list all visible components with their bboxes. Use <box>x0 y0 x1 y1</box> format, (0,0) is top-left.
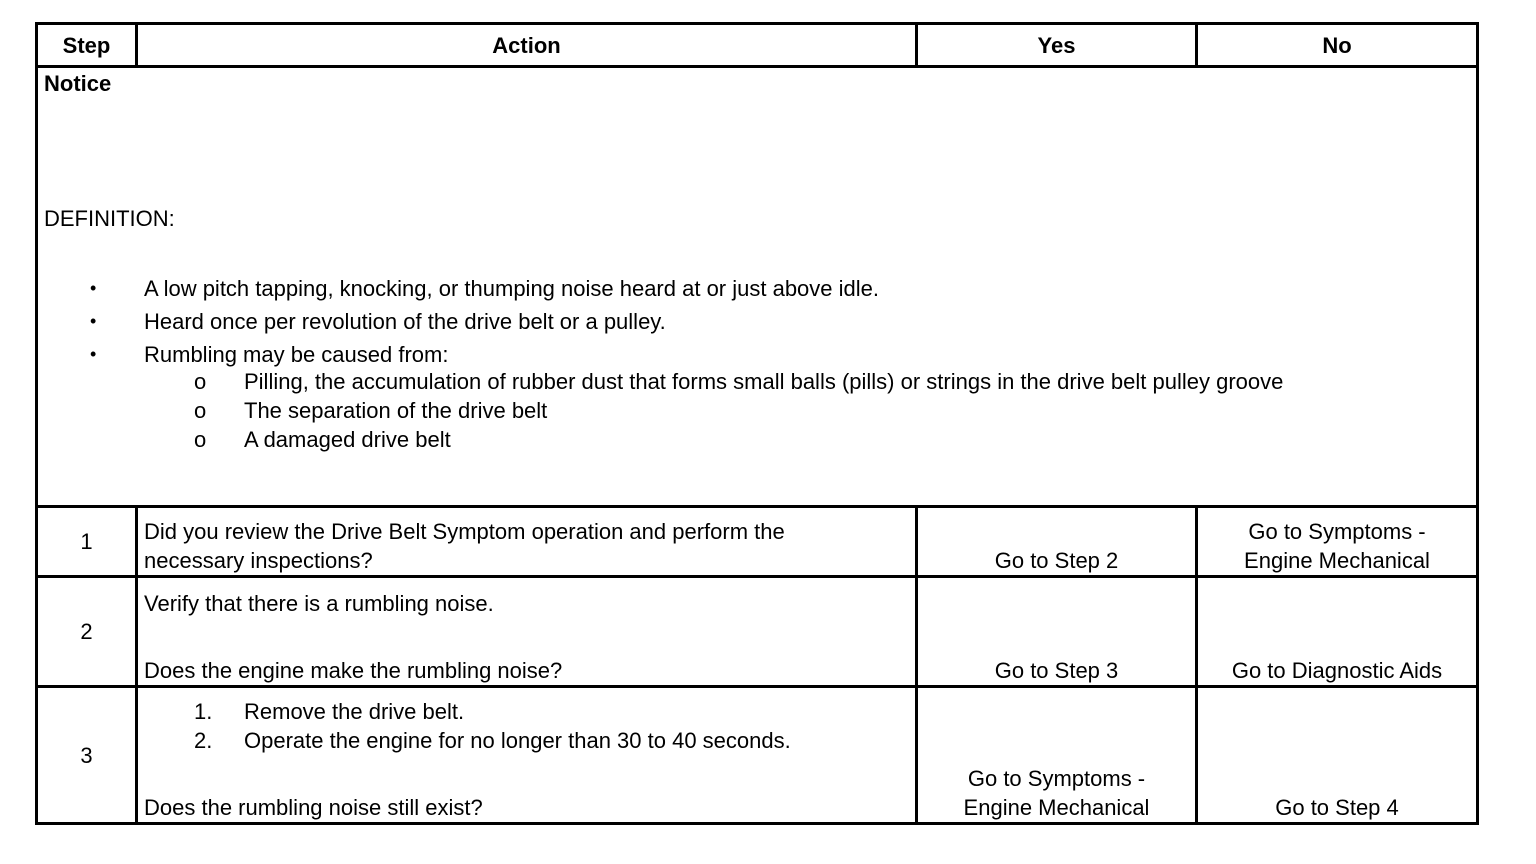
bullet-icon: • <box>90 278 97 298</box>
header-step: Step <box>37 24 137 67</box>
item-number: 2. <box>194 728 213 753</box>
yes-text: Go to Symptoms - <box>967 766 1146 791</box>
action-cell <box>137 687 917 824</box>
header-yes: Yes <box>917 24 1197 67</box>
sub-bullets <box>144 367 1470 454</box>
step-number: 1 <box>37 507 137 577</box>
diagnostic-table <box>35 22 1479 825</box>
list-item <box>144 697 909 726</box>
action-cell <box>137 577 917 687</box>
circle-bullet-icon: o <box>194 398 207 423</box>
list-item <box>44 272 1470 305</box>
list-item <box>144 726 909 755</box>
procedure-text: Operate the engine for no longer than 30 to 40 seconds. <box>244 728 791 753</box>
spacer <box>144 618 909 656</box>
bullet-text: Heard once per revolution of the drive belt or a pulley. <box>144 309 666 334</box>
table-row <box>37 507 1478 577</box>
sub-bullet-text: A damaged drive belt <box>244 427 451 452</box>
definition-label: DEFINITION: <box>44 206 175 231</box>
item-number: 1. <box>194 699 213 724</box>
question-text: Does the engine make the rumbling noise? <box>144 658 563 683</box>
procedure-list <box>144 697 909 755</box>
header-no: No <box>1197 24 1478 67</box>
sub-list-item <box>44 396 1470 425</box>
notice-cell <box>37 67 1478 507</box>
list-item <box>44 305 1470 338</box>
action-text: Verify that there is a rumbling noise. <box>144 591 494 616</box>
sub-list-item <box>44 425 1470 454</box>
notice-row <box>37 67 1478 507</box>
no-cell: Go to Diagnostic Aids <box>1197 577 1478 687</box>
circle-bullet-icon: o <box>194 369 207 394</box>
sub-bullet-text: The separation of the drive belt <box>244 398 548 423</box>
table-row <box>37 577 1478 687</box>
action-text: necessary inspections? <box>144 548 373 573</box>
yes-cell <box>917 687 1197 824</box>
yes-cell: Go to Step 3 <box>917 577 1197 687</box>
spacer <box>144 755 909 793</box>
action-cell <box>137 507 917 577</box>
header-action: Action <box>137 24 917 67</box>
sub-list-item <box>44 367 1470 396</box>
circle-bullet-icon: o <box>194 427 207 452</box>
yes-text: Engine Mechanical <box>963 795 1150 820</box>
no-cell: Go to Step 4 <box>1197 687 1478 824</box>
notice-title: Notice <box>44 71 112 96</box>
question-text: Does the rumbling noise still exist? <box>144 795 483 820</box>
yes-cell: Go to Step 2 <box>917 507 1197 577</box>
table-row <box>37 687 1478 824</box>
no-cell <box>1197 507 1478 577</box>
header-row <box>37 24 1478 67</box>
definition-bullets <box>44 272 1470 454</box>
bullet-icon: • <box>90 344 97 364</box>
list-item <box>44 338 1470 454</box>
step-number: 2 <box>37 577 137 687</box>
bullet-text: A low pitch tapping, knocking, or thumping noise heard at or just above idle. <box>144 276 880 301</box>
bullet-icon: • <box>90 311 97 331</box>
procedure-text: Remove the drive belt. <box>244 699 465 724</box>
action-text: Did you review the Drive Belt Symptom operation and perform the <box>144 519 785 544</box>
bullet-text: Rumbling may be caused from: <box>144 342 449 367</box>
no-text: Engine Mechanical <box>1244 548 1430 573</box>
step-number: 3 <box>37 687 137 824</box>
sub-bullet-text: Pilling, the accumulation of rubber dust that forms small balls (pills) or strings in the drive belt pulley groove <box>244 369 1284 394</box>
no-text: Go to Symptoms - <box>1248 519 1426 544</box>
